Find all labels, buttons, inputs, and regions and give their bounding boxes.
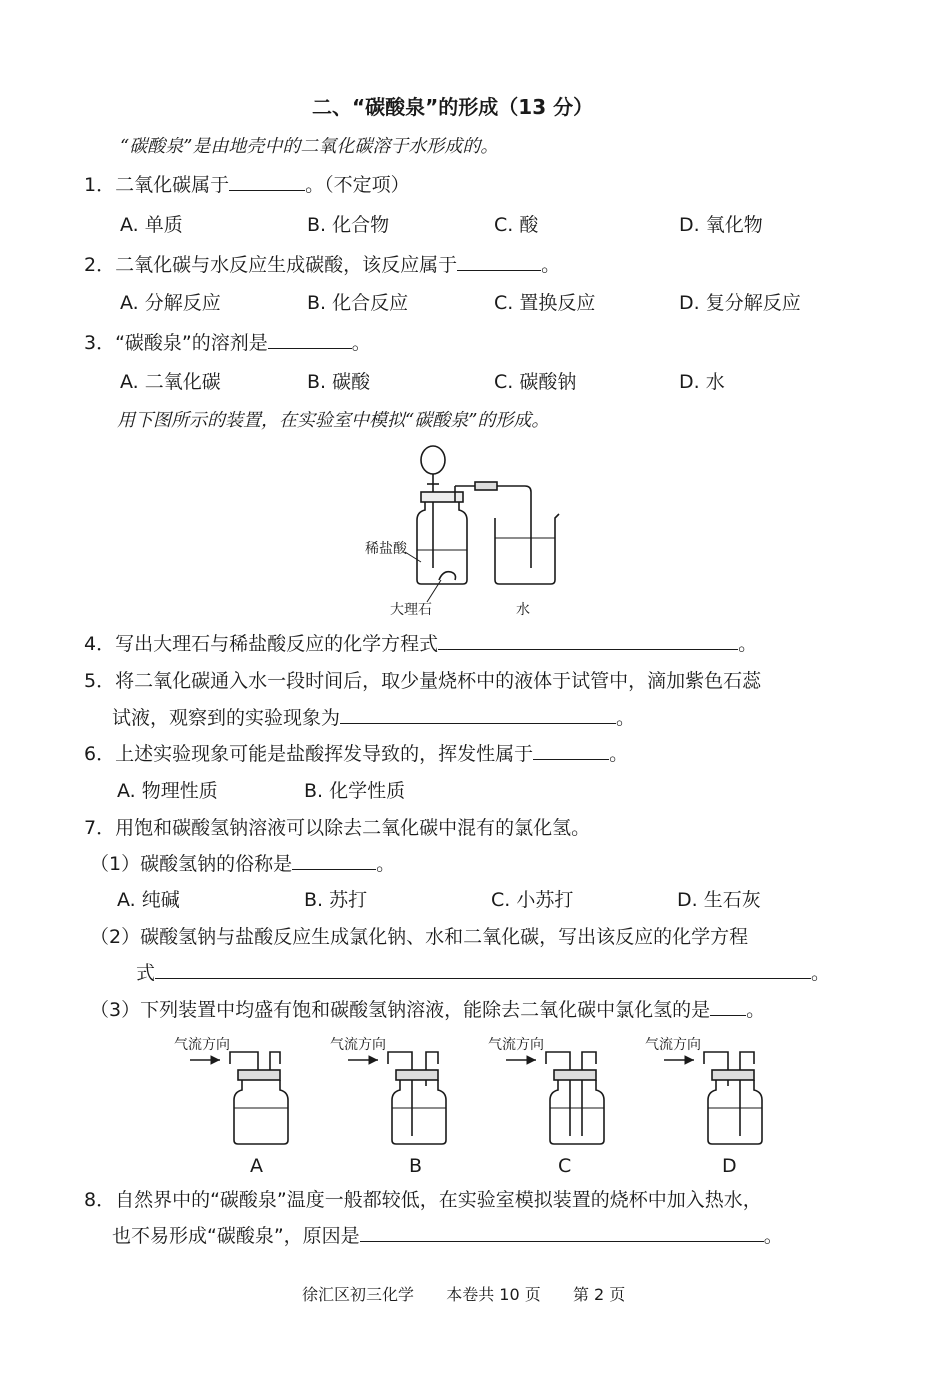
flow-label-a: 气流方向 bbox=[174, 1037, 230, 1053]
section-intro: “碳酸泉”是由地壳中的二氧化碳溶于水形成的。 bbox=[120, 136, 499, 157]
apparatus-diagram bbox=[355, 440, 575, 620]
q1-stem-text: 1．二氧化碳属于 bbox=[84, 174, 230, 196]
q3-option-d[interactable]: D. 水 bbox=[679, 371, 725, 393]
q6-answer-blank[interactable] bbox=[533, 741, 609, 760]
q3-option-a[interactable]: A. 二氧化碳 bbox=[120, 371, 221, 393]
q7-2-line2 bbox=[136, 960, 830, 986]
q2-option-d[interactable]: D. 复分解反应 bbox=[679, 292, 801, 314]
flow-label-c: 气流方向 bbox=[488, 1037, 544, 1053]
bottle-label-b[interactable]: B bbox=[409, 1155, 423, 1177]
funnel-bulb bbox=[421, 446, 445, 474]
label-marble: 大理石 bbox=[390, 602, 432, 618]
footer-total-pages: 本卷共 10 页 bbox=[446, 1285, 541, 1304]
footer-page-number: 第 2 页 bbox=[572, 1285, 626, 1304]
q1-answer-blank[interactable] bbox=[229, 172, 305, 191]
q7-2-tail: 。 bbox=[811, 962, 831, 984]
q5-line2 bbox=[112, 705, 635, 731]
q4-tail: 。 bbox=[738, 633, 758, 655]
bottle-d bbox=[664, 1052, 762, 1144]
q2-option-a[interactable]: A. 分解反应 bbox=[120, 292, 221, 314]
q7-1-stem bbox=[90, 851, 395, 877]
q7-3-answer-blank[interactable] bbox=[710, 997, 746, 1016]
q4-answer-blank[interactable] bbox=[438, 631, 738, 650]
bottle-label-a[interactable]: A bbox=[250, 1155, 263, 1177]
q7-1-option-d[interactable]: D. 生石灰 bbox=[677, 889, 761, 911]
reaction-flask bbox=[417, 502, 467, 584]
q6-stem-text: 6．上述实验现象可能是盐酸挥发导致的，挥发性属于 bbox=[84, 743, 534, 765]
q6-stem bbox=[84, 741, 628, 767]
bottle-c bbox=[506, 1052, 604, 1144]
q3-option-c[interactable]: C. 碳酸钠 bbox=[494, 371, 577, 393]
label-water: 水 bbox=[516, 602, 530, 618]
q7-1-answer-blank[interactable] bbox=[292, 851, 376, 870]
q1-option-d[interactable]: D. 氧化物 bbox=[679, 214, 763, 236]
flow-label-b: 气流方向 bbox=[330, 1037, 386, 1053]
q1-option-b[interactable]: B. 化合物 bbox=[307, 214, 390, 236]
q2-tail: 。 bbox=[541, 254, 561, 276]
q3-answer-blank[interactable] bbox=[268, 330, 352, 349]
q6-option-a[interactable]: A. 物理性质 bbox=[117, 780, 218, 802]
q7-2-answer-blank[interactable] bbox=[155, 960, 811, 979]
bottle-b bbox=[348, 1052, 446, 1144]
q2-option-c[interactable]: C. 置换反应 bbox=[494, 292, 596, 314]
q2-stem-text: 2．二氧化碳与水反应生成碳酸，该反应属于 bbox=[84, 254, 458, 276]
q3-stem-text: 3．“碳酸泉”的溶剂是 bbox=[84, 332, 268, 354]
q8-line1: 8．自然界中的“碳酸泉”温度一般都较低，在实验室模拟装置的烧杯中加入热水， bbox=[84, 1189, 762, 1211]
q7-stem: 7．用饱和碳酸氢钠溶液可以除去二氧化碳中混有的氯化氢。 bbox=[84, 817, 591, 839]
bottle-label-d[interactable]: D bbox=[722, 1155, 737, 1177]
flow-label-d: 气流方向 bbox=[645, 1037, 701, 1053]
q7-3-stem bbox=[90, 997, 765, 1023]
q1-option-a[interactable]: A. 单质 bbox=[120, 214, 183, 236]
q7-1-option-b[interactable]: B. 苏打 bbox=[304, 889, 368, 911]
q7-3-stem-text: （3）下列装置中均盛有饱和碳酸氢钠溶液，能除去二氧化碳中氯化氢的是 bbox=[90, 999, 711, 1021]
q2-stem bbox=[84, 252, 560, 278]
q8-tail: 。 bbox=[763, 1225, 783, 1247]
q1-stem bbox=[84, 172, 410, 198]
flask-stopper bbox=[421, 492, 463, 502]
page-footer bbox=[302, 1282, 625, 1308]
q7-2-line2-text: 式 bbox=[136, 962, 156, 984]
q8-line2-text: 也不易形成“碳酸泉”，原因是 bbox=[112, 1225, 360, 1247]
bottle-a bbox=[190, 1052, 288, 1144]
q3-option-b[interactable]: B. 碳酸 bbox=[307, 371, 371, 393]
q3-tail: 。 bbox=[351, 332, 371, 354]
q7-1-stem-text: （1）碳酸氢钠的俗称是 bbox=[90, 853, 293, 875]
footer-district: 徐汇区初三化学 bbox=[302, 1285, 415, 1304]
marble-lumps bbox=[439, 572, 456, 580]
label-dilute-hcl: 稀盐酸 bbox=[365, 541, 407, 557]
q7-1-option-c[interactable]: C. 小苏打 bbox=[491, 889, 574, 911]
q8-answer-blank[interactable] bbox=[360, 1223, 764, 1242]
q2-option-b[interactable]: B. 化合反应 bbox=[307, 292, 409, 314]
q7-1-tail: 。 bbox=[376, 853, 396, 875]
q6-option-b[interactable]: B. 化学性质 bbox=[304, 780, 406, 802]
q6-tail: 。 bbox=[609, 743, 629, 765]
bottle-label-c[interactable]: C bbox=[558, 1155, 572, 1177]
q1-option-c[interactable]: C. 酸 bbox=[494, 214, 539, 236]
q3-stem bbox=[84, 330, 371, 356]
q4-stem bbox=[84, 631, 757, 657]
q7-3-tail: 。 bbox=[746, 999, 766, 1021]
q7-1-option-a[interactable]: A. 纯碱 bbox=[117, 889, 180, 911]
q5-line2-text: 试液，观察到的实验现象为 bbox=[112, 707, 341, 729]
section-title: 二、“碳酸泉”的形成（13 分） bbox=[312, 95, 594, 119]
q8-line2 bbox=[112, 1223, 783, 1249]
beaker bbox=[495, 514, 559, 584]
q7-2-line1: （2）碳酸氢钠与盐酸反应生成氯化钠、水和二氧化碳，写出该反应的化学方程 bbox=[90, 926, 749, 948]
q5-answer-blank[interactable] bbox=[340, 705, 616, 724]
q1-tail: 。（不定项） bbox=[305, 174, 410, 196]
q4-stem-text: 4．写出大理石与稀盐酸反应的化学方程式 bbox=[84, 633, 439, 655]
rubber-connector bbox=[475, 482, 497, 490]
q2-answer-blank[interactable] bbox=[457, 252, 541, 271]
q5-tail: 。 bbox=[616, 707, 636, 729]
q5-line1: 5．将二氧化碳通入水一段时间后，取少量烧杯中的液体于试管中，滴加紫色石蕊 bbox=[84, 670, 762, 692]
apparatus-intro: 用下图所示的装置，在实验室中模拟“碳酸泉”的形成。 bbox=[117, 410, 550, 431]
